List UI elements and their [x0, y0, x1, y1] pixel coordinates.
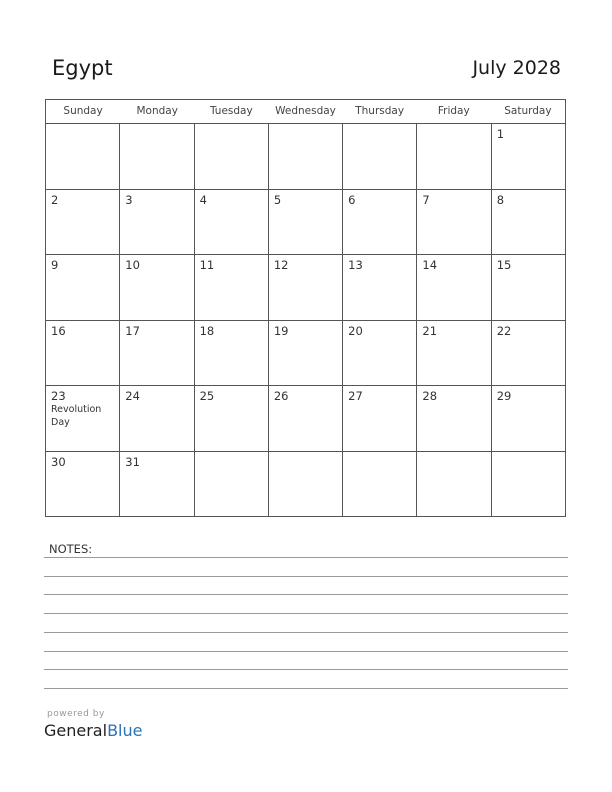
day-cell [417, 255, 491, 320]
day-cell [120, 190, 194, 255]
month-title: July 2028 [472, 57, 561, 79]
day-number: 26 [273, 389, 289, 403]
day-cell [195, 452, 269, 518]
day-number: 3 [125, 192, 133, 207]
day-cell [492, 124, 565, 189]
week-row [46, 124, 565, 190]
day-cell [46, 124, 120, 189]
weekday-friday: Friday [437, 105, 470, 117]
brand-blue: Blue [107, 721, 143, 740]
day-number: 6 [348, 192, 356, 207]
day-number: 14 [422, 258, 438, 272]
note-line [44, 651, 568, 652]
weekday-saturday: Saturday [504, 105, 552, 117]
day-cell [269, 190, 343, 255]
day-number: 5 [273, 192, 282, 207]
day-cell [120, 255, 194, 320]
day-cell [343, 452, 417, 518]
day-number: 11 [199, 258, 215, 272]
day-cell [46, 190, 120, 255]
day-number: 8 [496, 192, 505, 207]
day-number: 15 [496, 258, 512, 272]
day-cell [417, 452, 491, 518]
day-cell [343, 124, 417, 189]
brand-general: General [44, 721, 108, 740]
day-number: 9 [51, 258, 59, 272]
day-cell [195, 190, 269, 255]
day-cell [417, 321, 491, 386]
day-cell [343, 386, 417, 451]
note-line [44, 613, 568, 614]
day-cell [195, 386, 269, 451]
day-number: 22 [496, 323, 512, 338]
day-number: 21 [422, 323, 438, 338]
weekday-wednesday: Wednesday [275, 105, 336, 117]
day-cell [46, 255, 120, 320]
day-number: 4 [199, 192, 207, 207]
day-cell [343, 190, 417, 255]
calendar-grid [45, 99, 566, 517]
day-number: 31 [125, 454, 140, 469]
day-cell [195, 255, 269, 320]
day-cell [195, 124, 269, 189]
day-cell [120, 386, 194, 451]
note-line [44, 576, 568, 577]
day-cell [269, 124, 343, 189]
day-number: 23 [51, 389, 66, 403]
country-title: Egypt [52, 56, 113, 80]
brand-logo[interactable] [44, 721, 142, 740]
notes-label: NOTES: [49, 542, 93, 556]
day-cell [46, 321, 120, 386]
day-cell [492, 321, 565, 386]
week-row [46, 452, 565, 518]
week-row [46, 255, 565, 321]
day-number: 30 [51, 454, 66, 469]
day-number: 20 [348, 323, 363, 338]
day-cell [120, 452, 194, 518]
day-number: 27 [348, 389, 363, 403]
day-number: 13 [348, 258, 363, 272]
day-cell [492, 255, 565, 320]
week-row [46, 386, 565, 452]
day-number: 2 [51, 192, 59, 207]
day-cell [120, 321, 194, 386]
day-number: 29 [496, 389, 512, 403]
weekday-sunday: Sunday [63, 105, 103, 117]
day-cell [195, 321, 269, 386]
day-number: 24 [125, 389, 140, 403]
day-cell [46, 386, 120, 451]
note-line [44, 669, 568, 670]
day-number: 12 [273, 258, 289, 272]
day-number: 18 [199, 323, 215, 338]
weekday-monday: Monday [136, 105, 178, 117]
note-line [44, 632, 568, 633]
day-number: 1 [496, 127, 505, 141]
day-cell [343, 255, 417, 320]
day-cell [492, 452, 565, 518]
day-number: 16 [51, 323, 66, 338]
day-cell [269, 255, 343, 320]
week-row [46, 190, 565, 256]
day-number: 25 [199, 389, 215, 403]
day-number: 17 [125, 323, 140, 338]
day-cell [492, 190, 565, 255]
note-line [44, 688, 568, 689]
day-cell [46, 452, 120, 518]
day-cell [417, 386, 491, 451]
day-cell [269, 321, 343, 386]
day-number: 28 [422, 389, 438, 403]
day-cell [492, 386, 565, 451]
note-line [44, 594, 568, 595]
week-row [46, 321, 565, 387]
note-line [44, 557, 568, 558]
weekday-tuesday: Tuesday [209, 105, 253, 117]
day-cell [343, 321, 417, 386]
day-number: 19 [273, 323, 289, 338]
day-cell [417, 124, 491, 189]
day-number: 10 [125, 258, 140, 272]
day-cell [417, 190, 491, 255]
weekday-thursday: Thursday [355, 105, 405, 117]
holiday-label: Revolution Day [51, 404, 102, 428]
day-cell [120, 124, 194, 189]
powered-by-text: powered by [47, 709, 105, 719]
weekday-header-row [46, 100, 565, 124]
day-cell [269, 386, 343, 451]
day-number: 7 [422, 192, 430, 207]
day-cell [269, 452, 343, 518]
